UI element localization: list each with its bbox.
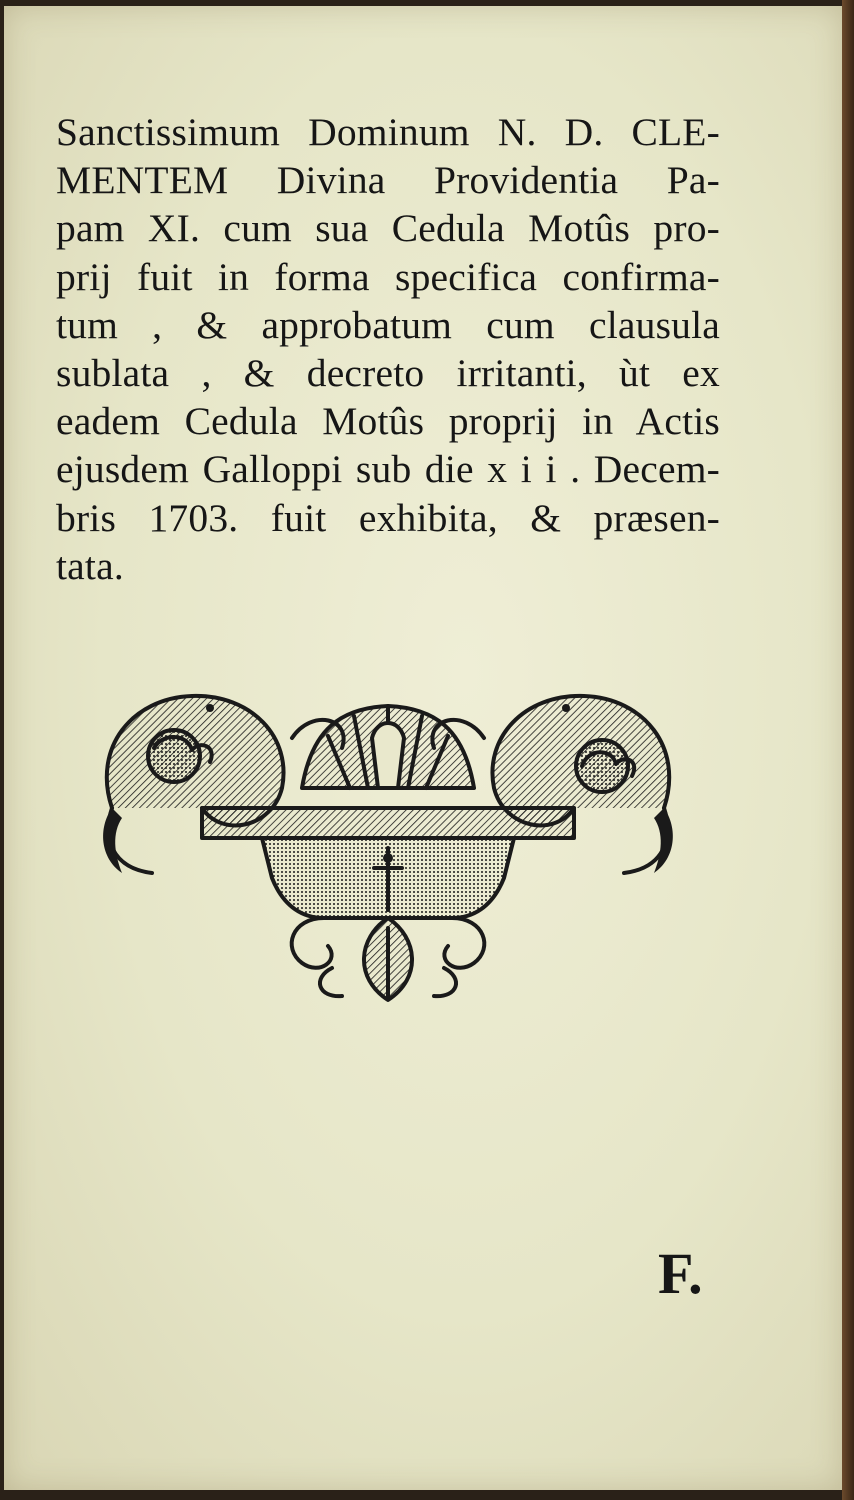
text-line-9: bris 1703. fuit exhibita, & præsen- xyxy=(56,495,720,540)
text-line-5: tum , & approbatum cum clausula xyxy=(56,302,720,347)
book-edge xyxy=(842,0,854,1500)
text-line-1: Sanctissimum Dominum N. D. CLE- xyxy=(56,110,720,154)
book-page xyxy=(4,6,842,1490)
signature-mark: F. xyxy=(658,1241,703,1306)
text-line-2: MENTEM Divina Providentia Pa- xyxy=(56,158,720,203)
text-line-7: eadem Cedula Motûs proprij in Actis xyxy=(56,399,720,444)
headpiece-ornament-icon xyxy=(92,678,684,1008)
text-line-6: sublata , & decreto irritanti, ùt ex xyxy=(56,350,720,395)
text-line-3: pam XI. cum sua Cedula Motûs pro- xyxy=(56,206,720,251)
text-line-8: ejusdem Galloppi sub die x i i . Decem- xyxy=(56,447,720,492)
text-line-4: prij fuit in forma specifica confirma- xyxy=(56,254,720,299)
text-line-10: tata. xyxy=(56,543,124,588)
body-text xyxy=(56,108,720,590)
